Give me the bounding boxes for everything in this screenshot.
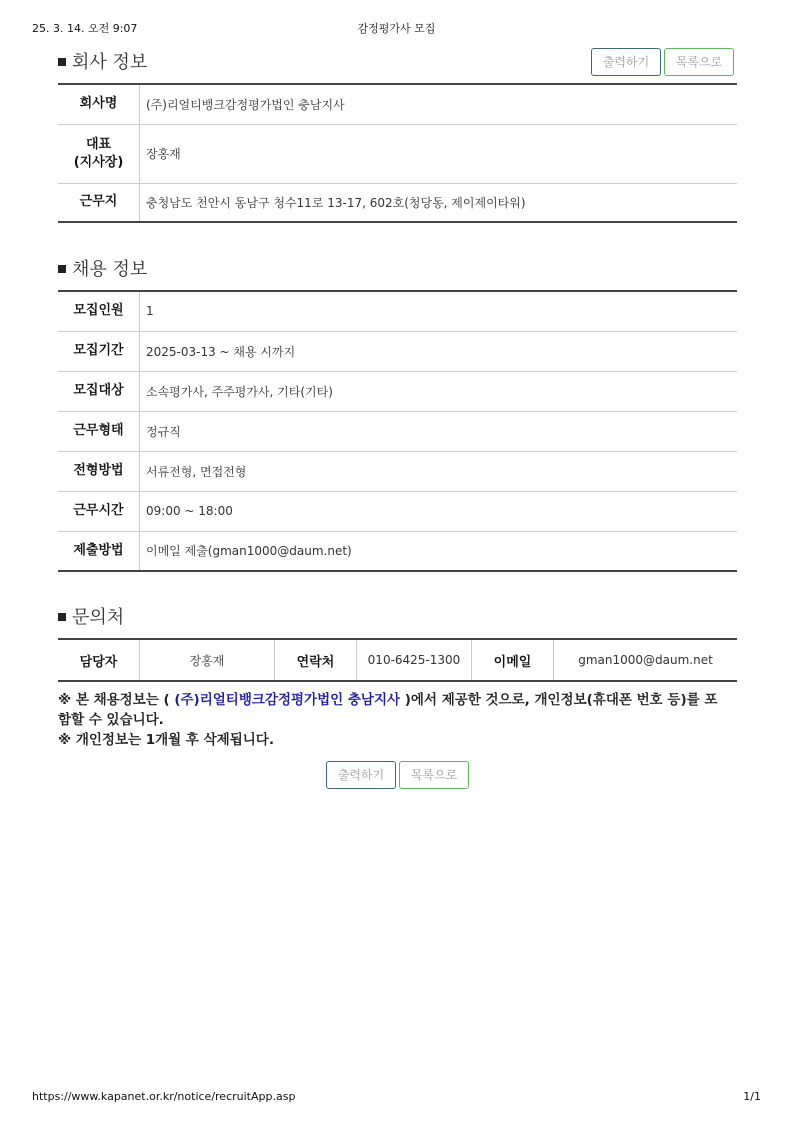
- employment-type-value: 정규직: [140, 411, 738, 451]
- recruit-section-title: [58, 255, 147, 281]
- square-bullet-icon: [58, 58, 66, 66]
- print-footer: [32, 1090, 761, 1106]
- selection-method-label: 전형방법: [58, 451, 140, 491]
- contact-section-title: [58, 603, 124, 629]
- square-bullet-icon: [58, 265, 66, 273]
- notice-company: (주)리얼티뱅크감정평가법인 충남지사: [174, 692, 401, 708]
- manager-label: 담당자: [58, 639, 140, 681]
- period-value: 2025-03-13 ~ 채용 시까지: [140, 331, 738, 371]
- page-number: 1/1: [743, 1090, 761, 1103]
- table-row: [58, 639, 737, 681]
- list-button-bottom[interactable]: 목록으로: [399, 761, 469, 789]
- notice-suffix: )에서 제공한 것으로, 개인정보(휴대폰 번호 등)를 포: [400, 692, 718, 708]
- phone-label: 연락처: [275, 639, 357, 681]
- employment-type-label: 근무형태: [58, 411, 140, 451]
- table-row: [58, 531, 737, 571]
- workplace-label: 근무지: [58, 183, 140, 222]
- submission-method-value: 이메일 제출(gman1000@daum.net): [146, 544, 352, 559]
- company-section-title: [58, 48, 147, 74]
- table-row: [58, 331, 737, 371]
- print-header: [32, 20, 761, 36]
- target-value: 소속평가사, 주주평가사, 기타(기타): [140, 371, 738, 411]
- submission-method-label: 제출방법: [58, 531, 140, 571]
- period-label: 모집기간: [58, 331, 140, 371]
- print-button-top[interactable]: 출력하기: [591, 48, 661, 76]
- recruit-info-table: [58, 290, 737, 572]
- representative-value: 장홍재: [140, 124, 738, 183]
- representative-label: [58, 124, 140, 183]
- square-bullet-icon: [58, 613, 66, 621]
- table-row: [58, 451, 737, 491]
- print-button-bottom[interactable]: 출력하기: [326, 761, 396, 789]
- email-label: 이메일: [472, 639, 554, 681]
- workplace-value: 충청남도 천안시 동남구 청수11로 13-17, 602호(청당동, 제이제이타워): [146, 195, 526, 210]
- company-name-label: 회사명: [58, 84, 140, 124]
- representative-label-line2: (지사장): [73, 154, 124, 170]
- notice-line2: 함할 수 있습니다.: [58, 712, 164, 728]
- company-section-title-text: 회사 정보: [72, 52, 148, 73]
- headcount-value: 1: [140, 291, 738, 331]
- work-hours-label: 근무시간: [58, 491, 140, 531]
- headcount-label: 모집인원: [58, 291, 140, 331]
- table-row: [58, 411, 737, 451]
- print-page-title: 감정평가사 모집: [357, 22, 436, 35]
- list-button-top[interactable]: 목록으로: [664, 48, 734, 76]
- contact-section-title-text: 문의처: [72, 607, 125, 628]
- table-row: [58, 291, 737, 331]
- phone-value: 010-6425-1300: [357, 639, 472, 681]
- manager-value: 장홍재: [140, 639, 275, 681]
- recruit-section-title-text: 채용 정보: [72, 259, 148, 280]
- representative-label-line1: 대표: [85, 136, 112, 152]
- page-url: https://www.kapanet.or.kr/notice/recruitApp.asp: [32, 1090, 296, 1103]
- table-row: [58, 124, 737, 183]
- table-row: [58, 183, 737, 222]
- notice-prefix: ※ 본 채용정보는 (: [58, 692, 175, 708]
- company-info-table: [58, 83, 737, 223]
- table-row: [58, 371, 737, 411]
- print-datetime: 25. 3. 14. 오전 9:07: [32, 22, 138, 35]
- work-hours-value: 09:00 ~ 18:00: [140, 491, 738, 531]
- email-value: gman1000@daum.net: [578, 653, 713, 667]
- table-row: [58, 491, 737, 531]
- selection-method-value: 서류전형, 면접전형: [140, 451, 738, 491]
- notice-line1: [58, 690, 740, 710]
- notice-line3: ※ 개인정보는 1개월 후 삭제됩니다.: [58, 732, 274, 748]
- privacy-notice: [58, 690, 740, 750]
- target-label: 모집대상: [58, 371, 140, 411]
- company-name-value: (주)리얼티뱅크감정평가법인 충남지사: [140, 84, 738, 124]
- contact-table: [58, 638, 737, 682]
- table-row: [58, 84, 737, 124]
